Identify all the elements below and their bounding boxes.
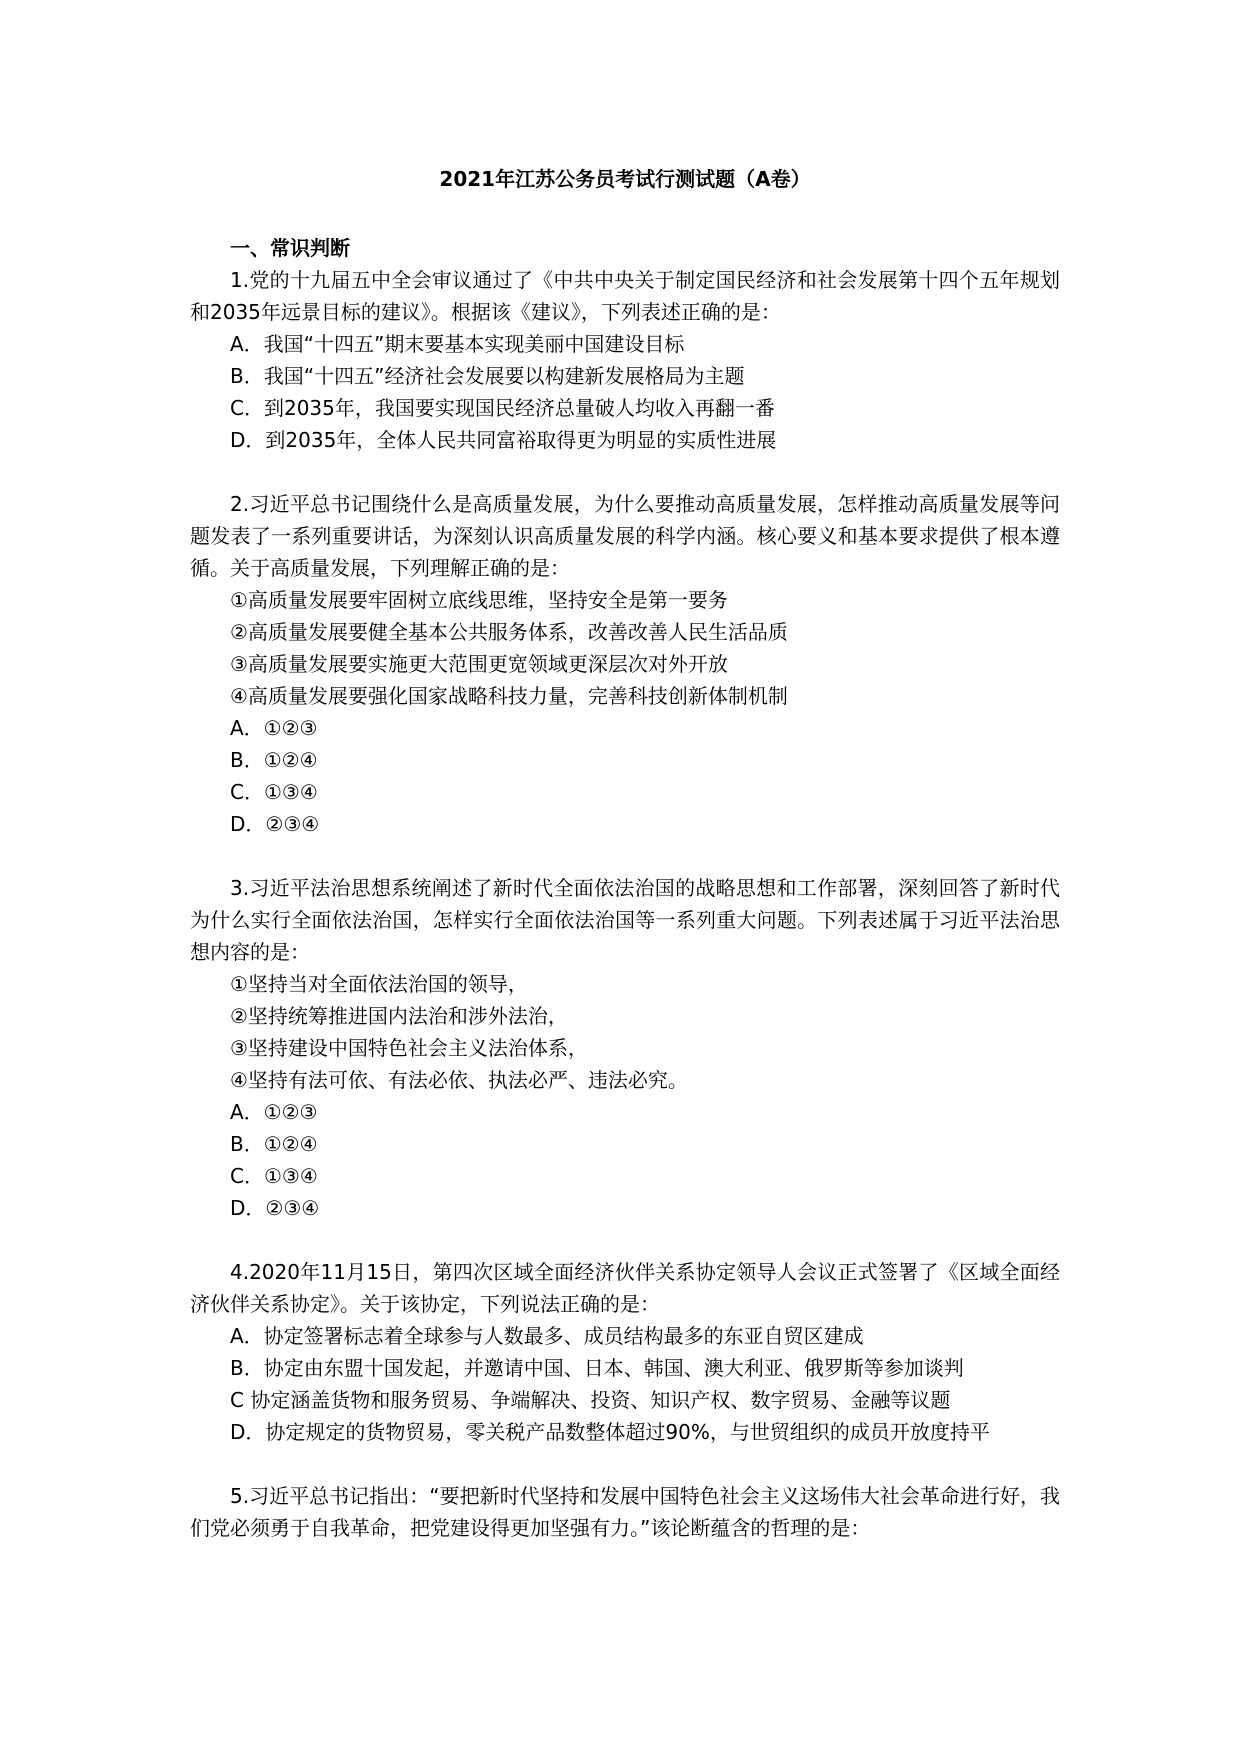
statement-1: ①高质量发展要牢固树立底线思维，坚持安全是第一要务 xyxy=(230,588,728,612)
option-b: B．①②④ xyxy=(230,1132,318,1156)
statement-3: ③坚持建设中国特色社会主义法治体系， xyxy=(230,1036,588,1060)
option-a: A．①②③ xyxy=(230,716,318,740)
statement-3: ③高质量发展要实施更大范围更宽领域更深层次对外开放 xyxy=(230,652,728,676)
document-title: 2021年江苏公务员考试行测试题（A卷） xyxy=(439,167,811,191)
question-stem: 3.习近平法治思想系统阐述了新时代全面依法治国的战略思想和工作部署，深刻回答了新时代为什么实行全面依法治国，怎样实行全面依法治国等一系列重大问题。下列表述属于习近平法治思想内容的是： xyxy=(190,876,1060,964)
question-2 xyxy=(190,488,1060,840)
question-stem: 2.习近平总书记围绕什么是高质量发展，为什么要推动高质量发展，怎样推动高质量发展等问题发表了一系列重要讲话，为深刻认识高质量发展的科学内涵。核心要义和基本要求提供了根本遵循。关于高质量发展，下列理解正确的是： xyxy=(190,492,1060,580)
statement-2: ②高质量发展要健全基本公共服务体系，改善改善人民生活品质 xyxy=(230,620,788,644)
statement-4: ④高质量发展要强化国家战略科技力量，完善科技创新体制机制 xyxy=(230,684,788,708)
option-a: A．我国“十四五”期末要基本实现美丽中国建设目标 xyxy=(230,332,685,356)
option-c: C．到2035年，我国要实现国民经济总量破人均收入再翻一番 xyxy=(230,396,775,420)
option-d: D．②③④ xyxy=(230,812,320,836)
question-4 xyxy=(190,1256,1060,1448)
option-c: C 协定涵盖货物和服务贸易、争端解决、投资、知识产权、数字贸易、金融等议题 xyxy=(230,1388,951,1412)
option-d: D．②③④ xyxy=(230,1196,320,1220)
question-3 xyxy=(190,872,1060,1224)
option-c: C．①③④ xyxy=(230,780,318,804)
question-1 xyxy=(190,264,1060,456)
statement-2: ②坚持统筹推进国内法治和涉外法治， xyxy=(230,1004,568,1028)
question-stem: 4.2020年11月15日，第四次区域全面经济伙伴关系协定领导人会议正式签署了《区域全面经济伙伴关系协定》。关于该协定，下列说法正确的是： xyxy=(190,1260,1060,1316)
option-b: B．协定由东盟十国发起，并邀请中国、日本、韩国、澳大利亚、俄罗斯等参加谈判 xyxy=(230,1356,964,1380)
option-b: B．①②④ xyxy=(230,748,318,772)
question-stem: 5.习近平总书记指出：“要把新时代坚持和发展中国特色社会主义这场伟大社会革命进行好，我们党必须勇于自我革命，把党建设得更加坚强有力。”该论断蕴含的哲理的是： xyxy=(190,1484,1060,1540)
option-a: A．①②③ xyxy=(230,1100,318,1124)
page-content xyxy=(190,162,1060,1544)
option-c: C．①③④ xyxy=(230,1164,318,1188)
question-stem: 1.党的十九届五中全会审议通过了《中共中央关于制定国民经济和社会发展第十四个五年规划和2035年远景目标的建议》。根据该《建议》，下列表述正确的是： xyxy=(190,268,1060,324)
option-d: D．协定规定的货物贸易，零关税产品数整体超过90%，与世贸组织的成员开放度持平 xyxy=(230,1420,990,1444)
statement-1: ①坚持当对全面依法治国的领导， xyxy=(230,972,528,996)
statement-4: ④坚持有法可依、有法必依、执法必严、违法必究。 xyxy=(230,1068,688,1092)
question-5 xyxy=(190,1480,1060,1544)
section-heading: 一、常识判断 xyxy=(230,236,350,260)
option-a: A．协定签署标志着全球参与人数最多、成员结构最多的东亚自贸区建成 xyxy=(230,1324,864,1348)
option-d: D．到2035年，全体人民共同富裕取得更为明显的实质性进展 xyxy=(230,428,777,452)
option-b: B．我国“十四五”经济社会发展要以构建新发展格局为主题 xyxy=(230,364,745,388)
